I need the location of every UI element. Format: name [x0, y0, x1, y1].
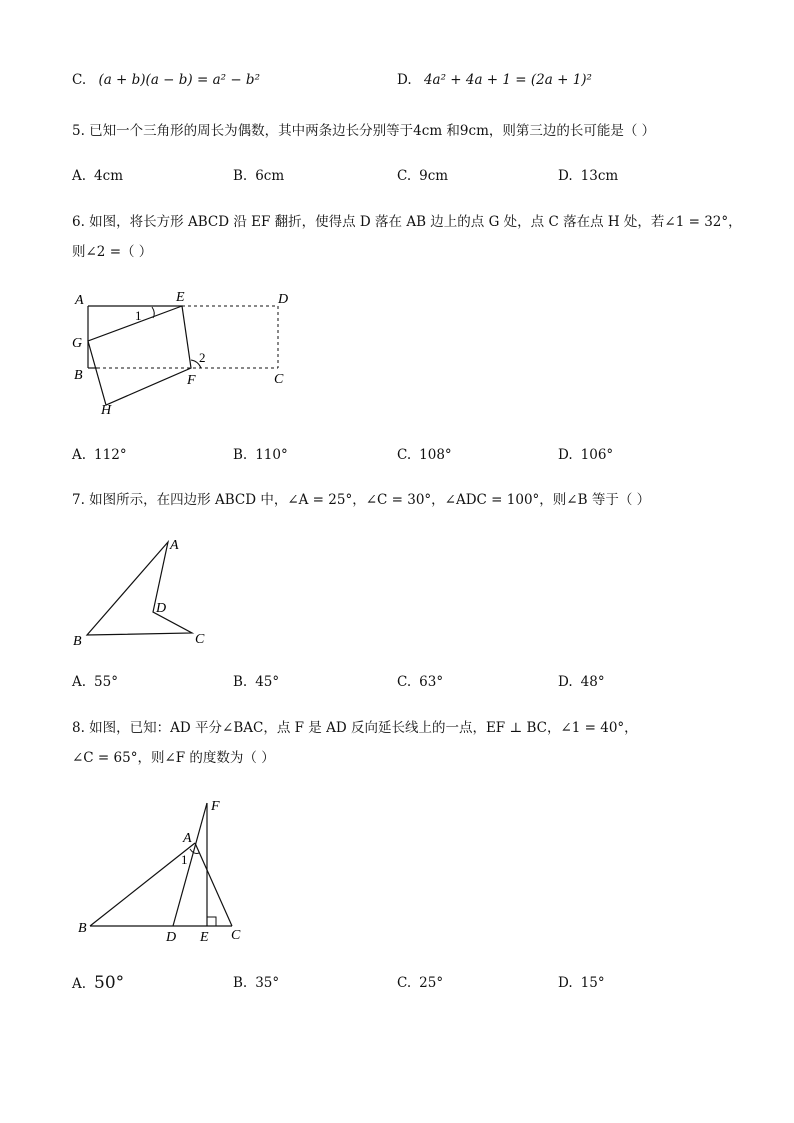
q6-option-b-label: B. [233, 447, 248, 463]
q5-option-b-label: B. [233, 168, 248, 184]
q8-option-b-label: B. [233, 975, 248, 991]
q8-option-a-value: 50° [94, 973, 125, 993]
q6-option-b-value: 110° [255, 447, 288, 463]
q8-right-angle-marker [207, 917, 216, 926]
q5-stem: 5. 已知一个三角形的周长为偶数，其中两条边长分别等于4cm 和9cm，则第三边的长可能是（ ） [72, 123, 656, 139]
q8-label-d: D [166, 930, 177, 945]
q4-option-c [72, 72, 260, 88]
q7-stem: 7. 如图所示，在四边形 ABCD 中，∠A = 25°，∠C = 30°，∠ADC = 100°，则∠B 等于（ ） [72, 492, 651, 508]
q8-line-ac [195, 843, 232, 926]
q6-option-c-label: C. [397, 447, 412, 463]
q7-option-d [558, 674, 605, 690]
q6-option-c [397, 447, 452, 463]
q6-label-e: E [176, 290, 185, 305]
q7-option-a [72, 674, 118, 690]
q7-option-b [233, 674, 279, 690]
q6-label-a: A [75, 293, 84, 308]
q6-label-angle-1: 1 [135, 308, 142, 323]
q8-option-d [558, 975, 605, 991]
q5-option-c [397, 168, 448, 184]
q6-label-b: B [74, 368, 83, 383]
q7-figure [60, 530, 230, 655]
q7-label-d: D [156, 601, 167, 616]
q5-option-c-value: 9cm [419, 168, 449, 184]
q4-option-c-label: C. [72, 72, 87, 88]
q8-option-c [397, 975, 443, 991]
q6-label-d: D [278, 292, 289, 307]
q4-option-d [397, 72, 592, 88]
q5-option-d-value: 13cm [580, 168, 619, 184]
q6-option-a-label: A. [72, 447, 87, 463]
q8-option-d-label: D. [558, 975, 573, 991]
q6-label-c: C [274, 372, 284, 387]
q5-option-a-value: 4cm [94, 168, 123, 184]
q6-stem-line1: 6. 如图，将长方形 ABCD 沿 EF 翻折，使得点 D 落在 AB 边上的点 G 处，点 C 落在点 H 处，若∠1 = 32°， [72, 214, 742, 230]
q6-stem-line2: 则∠2 =（ ） [72, 244, 153, 260]
q5-option-d [558, 168, 618, 184]
q8-stem-line2: ∠C = 65°，则∠F 的度数为（ ） [72, 750, 275, 766]
q8-figure [60, 793, 260, 953]
q7-label-c: C [195, 632, 205, 647]
q7-option-d-label: D. [558, 674, 573, 690]
q7-option-a-label: A. [72, 674, 87, 690]
q6-label-g: G [72, 336, 83, 351]
q6-label-angle-2: 2 [199, 350, 206, 365]
q8-option-c-value: 25° [419, 975, 444, 991]
q4-option-d-label: D. [397, 72, 412, 88]
q6-option-d-label: D. [558, 447, 573, 463]
q8-option-b [233, 975, 279, 991]
q5-option-a-label: A. [72, 168, 87, 184]
q8-label-c: C [231, 928, 241, 943]
q4-option-d-math: 4a² + 4a + 1 = (2a + 1)² [423, 72, 592, 88]
q8-label-e: E [200, 930, 209, 945]
q5-option-a [72, 168, 123, 184]
q8-label-b: B [78, 921, 87, 936]
q8-option-a [72, 973, 124, 993]
q5-option-c-label: C. [397, 168, 412, 184]
q7-option-d-value: 48° [580, 674, 605, 690]
q7-quadrilateral [87, 542, 192, 635]
q6-option-d [558, 447, 613, 463]
q7-label-b: B [73, 634, 82, 649]
q5-option-b [233, 168, 284, 184]
q6-option-b [233, 447, 288, 463]
q7-option-b-value: 45° [255, 674, 280, 690]
q7-option-c [397, 674, 443, 690]
q5-option-b-value: 6cm [255, 168, 285, 184]
q8-label-a: A [183, 831, 192, 846]
q6-option-a-value: 112° [94, 447, 127, 463]
q8-option-b-value: 35° [255, 975, 280, 991]
q7-label-a: A [170, 538, 179, 553]
q6-figure [60, 285, 310, 420]
q4-option-c-math: (a + b)(a − b) = a² − b² [98, 72, 260, 88]
q8-label-angle-1: 1 [181, 852, 188, 867]
q6-option-d-value: 106° [580, 447, 614, 463]
q6-label-f: F [187, 373, 196, 388]
q8-option-a-label: A. [72, 976, 87, 992]
q7-option-c-label: C. [397, 674, 412, 690]
q6-label-h: H [101, 403, 112, 418]
q8-line-ba [90, 843, 195, 926]
q6-option-c-value: 108° [419, 447, 452, 463]
q8-option-c-label: C. [397, 975, 412, 991]
q6-option-a [72, 447, 127, 463]
q8-line-df [173, 803, 207, 926]
q7-option-a-value: 55° [94, 674, 118, 690]
q8-option-d-value: 15° [580, 975, 605, 991]
q5-option-d-label: D. [558, 168, 573, 184]
q7-option-b-label: B. [233, 674, 248, 690]
q7-option-c-value: 63° [419, 674, 444, 690]
q8-stem-line1: 8. 如图，已知：AD 平分∠BAC，点 F 是 AD 反向延长线上的一点，EF ⊥ BC，∠1 = 40°， [72, 720, 638, 736]
q8-label-f: F [211, 799, 220, 814]
